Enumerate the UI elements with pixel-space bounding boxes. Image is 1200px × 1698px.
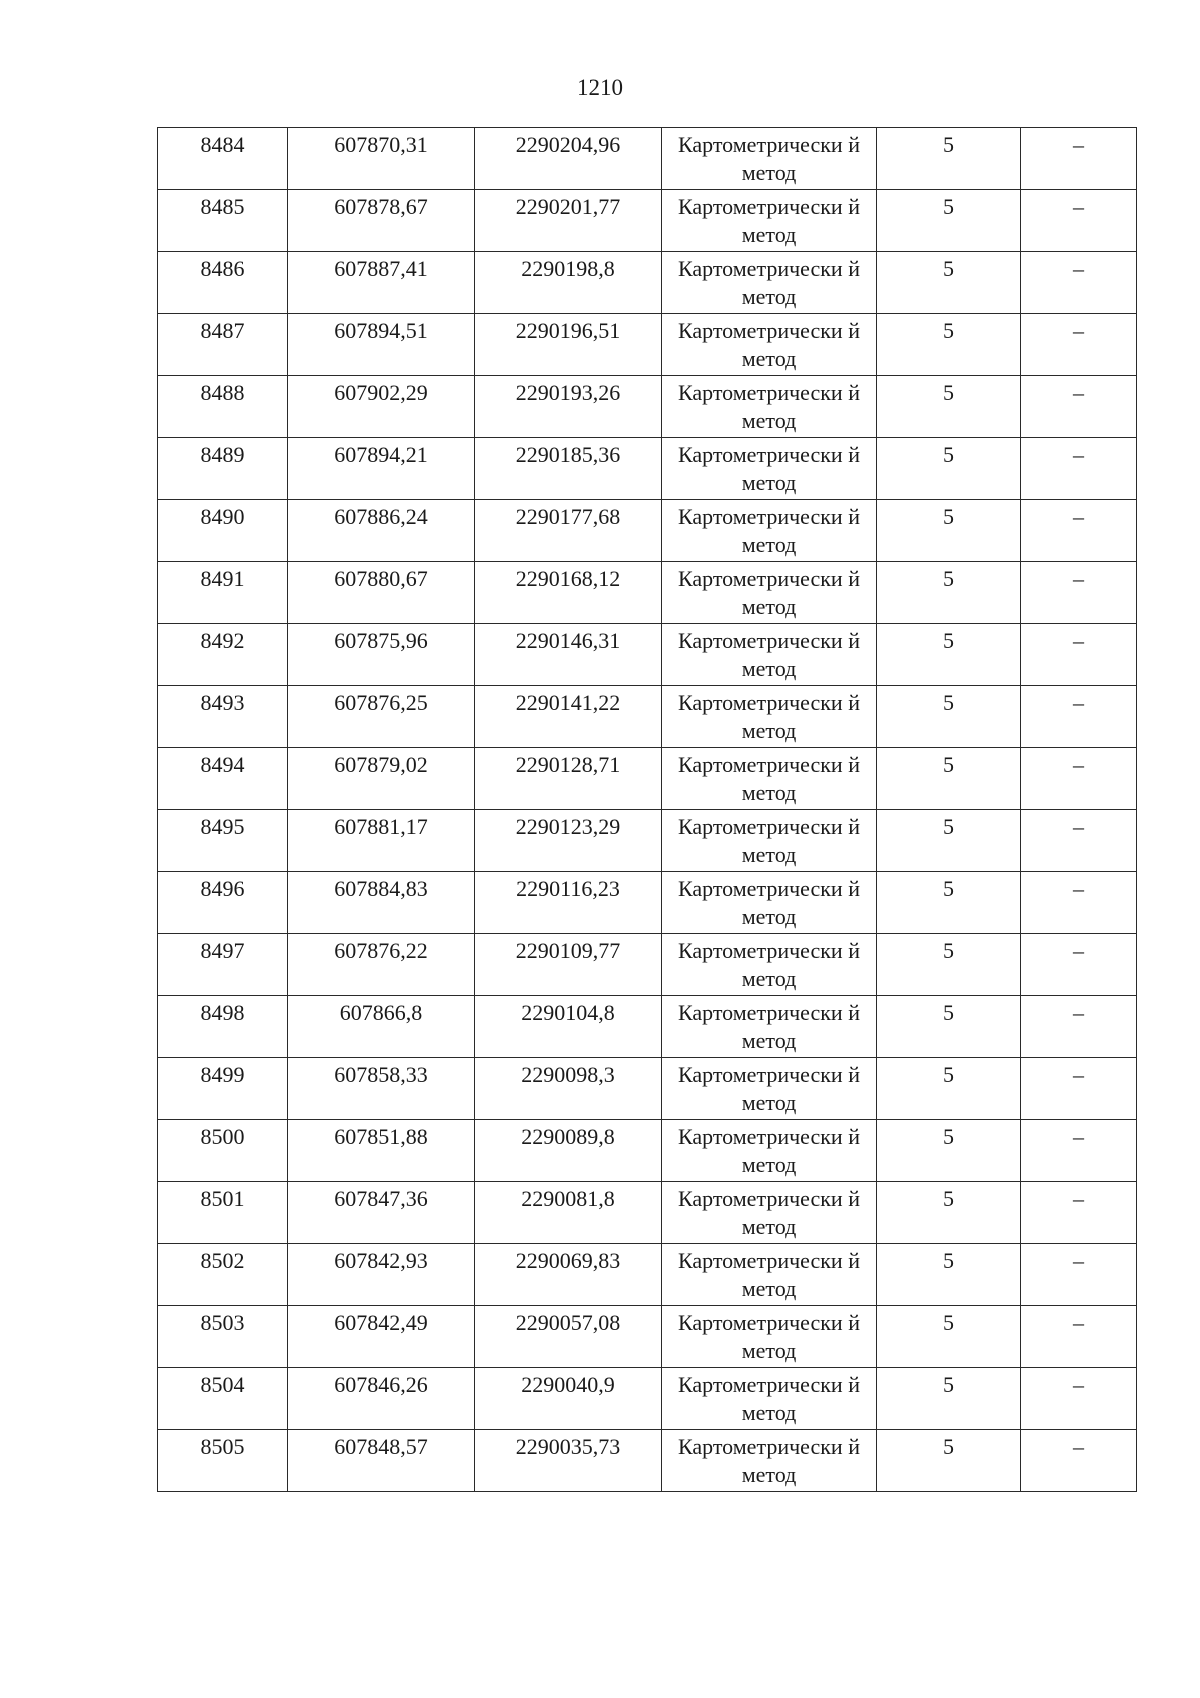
x-coordinate-cell: 607851,88 [288,1120,475,1182]
method-cell: Картометрически й метод [662,1058,877,1120]
accuracy-cell: 5 [877,376,1021,438]
table-row [158,1244,1137,1306]
note-cell: – [1021,252,1137,314]
method-cell: Картометрически й метод [662,1368,877,1430]
note-cell: – [1021,128,1137,190]
point-number-cell: 8485 [158,190,288,252]
table-row [158,624,1137,686]
method-cell: Картометрически й метод [662,624,877,686]
method-cell: Картометрически й метод [662,1306,877,1368]
table-row [158,1120,1137,1182]
method-cell: Картометрически й метод [662,438,877,500]
table-row [158,748,1137,810]
accuracy-cell: 5 [877,128,1021,190]
table-row [158,1430,1137,1492]
point-number-cell: 8489 [158,438,288,500]
method-cell: Картометрически й метод [662,252,877,314]
note-cell: – [1021,686,1137,748]
method-cell: Картометрически й метод [662,562,877,624]
y-coordinate-cell: 2290193,26 [475,376,662,438]
table-row [158,562,1137,624]
x-coordinate-cell: 607858,33 [288,1058,475,1120]
y-coordinate-cell: 2290098,3 [475,1058,662,1120]
note-cell: – [1021,438,1137,500]
x-coordinate-cell: 607887,41 [288,252,475,314]
note-cell: – [1021,1058,1137,1120]
point-number-cell: 8501 [158,1182,288,1244]
accuracy-cell: 5 [877,500,1021,562]
accuracy-cell: 5 [877,438,1021,500]
accuracy-cell: 5 [877,872,1021,934]
x-coordinate-cell: 607866,8 [288,996,475,1058]
point-number-cell: 8495 [158,810,288,872]
y-coordinate-cell: 2290198,8 [475,252,662,314]
method-cell: Картометрически й метод [662,810,877,872]
note-cell: – [1021,376,1137,438]
method-cell: Картометрически й метод [662,748,877,810]
accuracy-cell: 5 [877,624,1021,686]
coordinates-table [157,127,1137,1492]
note-cell: – [1021,934,1137,996]
note-cell: – [1021,190,1137,252]
x-coordinate-cell: 607847,36 [288,1182,475,1244]
accuracy-cell: 5 [877,1120,1021,1182]
y-coordinate-cell: 2290196,51 [475,314,662,376]
point-number-cell: 8486 [158,252,288,314]
point-number-cell: 8504 [158,1368,288,1430]
point-number-cell: 8497 [158,934,288,996]
note-cell: – [1021,1306,1137,1368]
point-number-cell: 8502 [158,1244,288,1306]
point-number-cell: 8492 [158,624,288,686]
accuracy-cell: 5 [877,252,1021,314]
accuracy-cell: 5 [877,1368,1021,1430]
method-cell: Картометрически й метод [662,1182,877,1244]
y-coordinate-cell: 2290069,83 [475,1244,662,1306]
point-number-cell: 8496 [158,872,288,934]
table-row [158,314,1137,376]
note-cell: – [1021,748,1137,810]
accuracy-cell: 5 [877,1058,1021,1120]
method-cell: Картометрически й метод [662,500,877,562]
y-coordinate-cell: 2290081,8 [475,1182,662,1244]
x-coordinate-cell: 607894,51 [288,314,475,376]
x-coordinate-cell: 607881,17 [288,810,475,872]
note-cell: – [1021,1244,1137,1306]
table-row [158,686,1137,748]
y-coordinate-cell: 2290123,29 [475,810,662,872]
x-coordinate-cell: 607870,31 [288,128,475,190]
note-cell: – [1021,996,1137,1058]
x-coordinate-cell: 607884,83 [288,872,475,934]
point-number-cell: 8491 [158,562,288,624]
table-row [158,190,1137,252]
note-cell: – [1021,810,1137,872]
table-row [158,810,1137,872]
note-cell: – [1021,1368,1137,1430]
table-row [158,500,1137,562]
method-cell: Картометрически й метод [662,1244,877,1306]
x-coordinate-cell: 607848,57 [288,1430,475,1492]
y-coordinate-cell: 2290128,71 [475,748,662,810]
y-coordinate-cell: 2290109,77 [475,934,662,996]
coordinates-table-body [158,128,1137,1492]
accuracy-cell: 5 [877,1306,1021,1368]
accuracy-cell: 5 [877,314,1021,376]
note-cell: – [1021,314,1137,376]
y-coordinate-cell: 2290168,12 [475,562,662,624]
y-coordinate-cell: 2290035,73 [475,1430,662,1492]
point-number-cell: 8498 [158,996,288,1058]
x-coordinate-cell: 607842,49 [288,1306,475,1368]
y-coordinate-cell: 2290204,96 [475,128,662,190]
accuracy-cell: 5 [877,1182,1021,1244]
x-coordinate-cell: 607894,21 [288,438,475,500]
point-number-cell: 8487 [158,314,288,376]
y-coordinate-cell: 2290104,8 [475,996,662,1058]
method-cell: Картометрически й метод [662,1430,877,1492]
y-coordinate-cell: 2290141,22 [475,686,662,748]
table-row [158,1182,1137,1244]
method-cell: Картометрически й метод [662,1120,877,1182]
x-coordinate-cell: 607886,24 [288,500,475,562]
note-cell: – [1021,500,1137,562]
point-number-cell: 8490 [158,500,288,562]
accuracy-cell: 5 [877,190,1021,252]
method-cell: Картометрически й метод [662,376,877,438]
note-cell: – [1021,1120,1137,1182]
accuracy-cell: 5 [877,996,1021,1058]
point-number-cell: 8499 [158,1058,288,1120]
table-row [158,934,1137,996]
table-row [158,1306,1137,1368]
accuracy-cell: 5 [877,686,1021,748]
method-cell: Картометрически й метод [662,190,877,252]
table-row [158,996,1137,1058]
x-coordinate-cell: 607880,67 [288,562,475,624]
y-coordinate-cell: 2290089,8 [475,1120,662,1182]
accuracy-cell: 5 [877,1244,1021,1306]
y-coordinate-cell: 2290177,68 [475,500,662,562]
y-coordinate-cell: 2290146,31 [475,624,662,686]
y-coordinate-cell: 2290040,9 [475,1368,662,1430]
table-row [158,438,1137,500]
method-cell: Картометрически й метод [662,872,877,934]
method-cell: Картометрически й метод [662,686,877,748]
note-cell: – [1021,1182,1137,1244]
point-number-cell: 8505 [158,1430,288,1492]
note-cell: – [1021,872,1137,934]
method-cell: Картометрически й метод [662,314,877,376]
point-number-cell: 8484 [158,128,288,190]
method-cell: Картометрически й метод [662,996,877,1058]
note-cell: – [1021,1430,1137,1492]
method-cell: Картометрически й метод [662,128,877,190]
note-cell: – [1021,562,1137,624]
table-row [158,128,1137,190]
point-number-cell: 8494 [158,748,288,810]
point-number-cell: 8493 [158,686,288,748]
x-coordinate-cell: 607876,25 [288,686,475,748]
x-coordinate-cell: 607846,26 [288,1368,475,1430]
note-cell: – [1021,624,1137,686]
point-number-cell: 8503 [158,1306,288,1368]
table-row [158,376,1137,438]
accuracy-cell: 5 [877,748,1021,810]
y-coordinate-cell: 2290185,36 [475,438,662,500]
x-coordinate-cell: 607879,02 [288,748,475,810]
accuracy-cell: 5 [877,810,1021,872]
point-number-cell: 8500 [158,1120,288,1182]
x-coordinate-cell: 607878,67 [288,190,475,252]
table-row [158,872,1137,934]
point-number-cell: 8488 [158,376,288,438]
x-coordinate-cell: 607875,96 [288,624,475,686]
y-coordinate-cell: 2290057,08 [475,1306,662,1368]
y-coordinate-cell: 2290201,77 [475,190,662,252]
accuracy-cell: 5 [877,934,1021,996]
table-row [158,1368,1137,1430]
page-number: 1210 [577,75,623,100]
x-coordinate-cell: 607842,93 [288,1244,475,1306]
method-cell: Картометрически й метод [662,934,877,996]
table-row [158,1058,1137,1120]
x-coordinate-cell: 607902,29 [288,376,475,438]
accuracy-cell: 5 [877,1430,1021,1492]
accuracy-cell: 5 [877,562,1021,624]
x-coordinate-cell: 607876,22 [288,934,475,996]
table-row [158,252,1137,314]
y-coordinate-cell: 2290116,23 [475,872,662,934]
